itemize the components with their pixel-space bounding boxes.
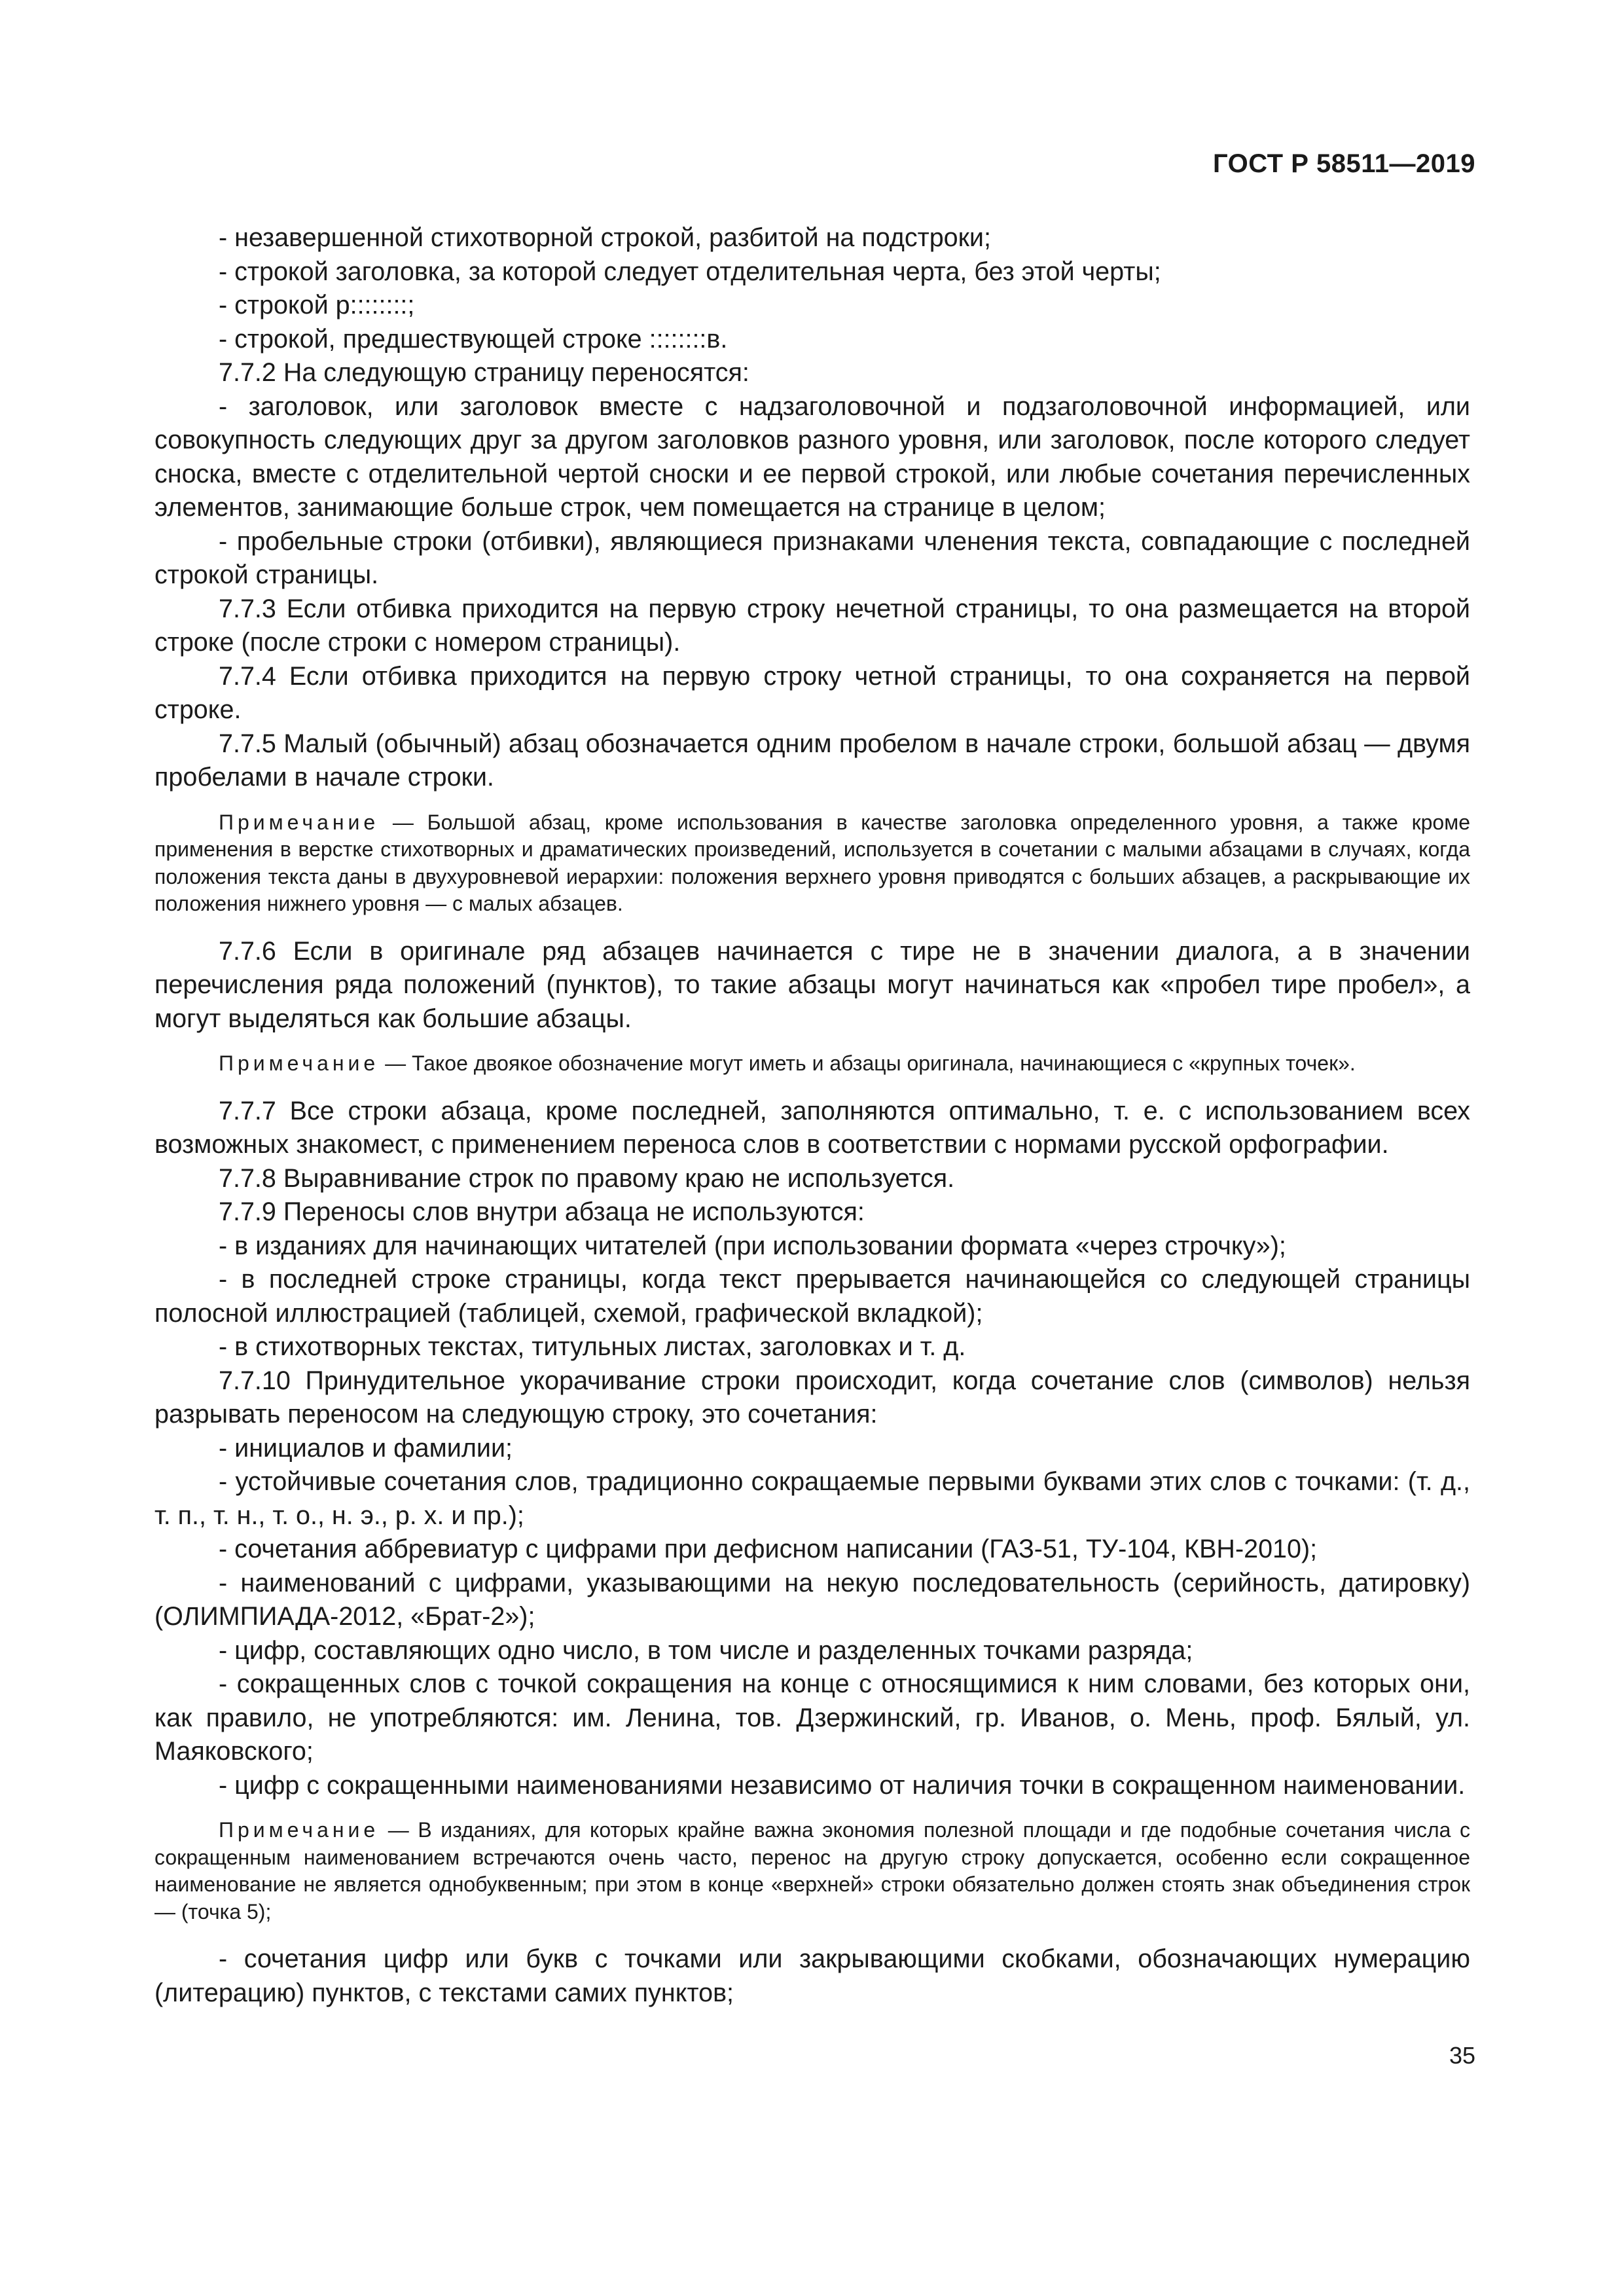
clause-7-7-3: 7.7.3 Если отбивка приходится на первую строку нечетной страницы, то она размещается на второй строке (после строки с номером страницы). <box>154 594 1470 657</box>
page-number: 35 <box>1449 2042 1475 2069</box>
clause-7-7-4: 7.7.4 Если отбивка приходится на первую строку четной страницы, то она сохраняется на первой строке. <box>154 661 1470 724</box>
list-item: - устойчивые сочетания слов, традиционно сокращаемые первыми буквами этих слов с точками: (т. д., т. п., т. н., т. о., н. э., р. х. и пр.); <box>154 1467 1470 1530</box>
list-item: - сочетания цифр или букв с точками или закрывающими скобками, обозначающих нумерацию (литерацию) пунктов, с текстами самих пунктов; <box>154 1944 1470 2007</box>
note-label: Примечание <box>219 1818 380 1842</box>
clause-7-7-10: 7.7.10 Принудительное укорачивание строки происходит, когда сочетание слов (символов) нельзя разрывать переносом на следующую строку, это сочетания: <box>154 1366 1470 1429</box>
list-item: - строкой р::::::::; <box>219 291 415 319</box>
list-item: - сокращенных слов с точкой сокращения на конце с относящимися к ним словами, без которых они, как правило, не употребляются: им. Ленина, тов. Дзержинский, гр. Иванов, о. Мень, проф. Бялый, ул. Маяковского; <box>154 1669 1470 1766</box>
list-item: - в стихотворных текстах, титульных листах, заголовках и т. д. <box>219 1332 966 1361</box>
list-item: - цифр с сокращенными наименованиями независимо от наличия точки в сокращенном наименовании. <box>219 1770 1466 1800</box>
list-item: - наименований с цифрами, указывающими на некую последовательность (серийность, датировку) (ОЛИМПИАДА-2012, «Брат-2»); <box>154 1568 1470 1631</box>
document-header: ГОСТ Р 58511—2019 <box>1213 149 1475 178</box>
note-text: — Большой абзац, кроме использования в качестве заголовка определенного уровня, а также кроме применения в верстке стихотворных и драматических произведений, используется в сочетании с малыми абзацами в случаях, когда положения текста даны в двухуровневой иерархии: положения верхнего уровня приводятся с больших абзацев, а раскрывающие их положения нижнего уровня — с малых абзацев. <box>154 810 1470 915</box>
note-label: Примечание <box>219 1051 380 1075</box>
document-body <box>154 221 1470 2010</box>
list-item: - строкой заголовка, за которой следует отделительная черта, без этой черты; <box>219 257 1161 286</box>
clause-7-7-5: 7.7.5 Малый (обычный) абзац обозначается одним пробелом в начале строки, большой абзац — двумя пробелами в начале строки. <box>154 729 1470 792</box>
clause-7-7-6: 7.7.6 Если в оригинале ряд абзацев начинается с тире не в значении диалога, а в значении перечисления ряда положений (пунктов), то такие абзацы могут начинаться как «пробел тире пробел», а могут выделяться как большие абзацы. <box>154 936 1470 1033</box>
clause-7-7-2: 7.7.2 На следующую страницу переносятся: <box>219 358 749 387</box>
note-2 <box>154 1050 1470 1078</box>
note-text: — Такое двоякое обозначение могут иметь и абзацы оригинала, начинающиеся с «крупных точек». <box>379 1051 1356 1075</box>
note-3 <box>154 1817 1470 1925</box>
list-item: - пробельные строки (отбивки), являющиеся признаками членения текста, совпадающие с последней строкой страницы. <box>154 526 1470 589</box>
list-item: - сочетания аббревиатур с цифрами при дефисном написании (ГАЗ-51, ТУ-104, КВН-2010); <box>219 1535 1318 1563</box>
list-item: - в последней строке страницы, когда текст прерывается начинающейся со следующей страницы полосной иллюстрацией (таблицей, схемой, графической вкладкой); <box>154 1265 1470 1328</box>
list-item: - в изданиях для начинающих читателей (при использовании формата «через строчку»); <box>219 1231 1286 1260</box>
note-label: Примечание <box>219 810 380 834</box>
clause-7-7-8: 7.7.8 Выравнивание строк по правому краю не используется. <box>219 1163 955 1193</box>
list-item: - строкой, предшествующей строке ::::::::в. <box>219 324 728 354</box>
note-text: — В изданиях, для которых крайне важна экономия полезной площади и где подобные сочетания числа с сокращенным наименованием встречаются очень часто, перенос на другую строку допускается, особенно если сокращенное наименование не является однобуквенным; при этом в конце «верхней» строки обязательно должен стоять знак объединения строк — (точка 5); <box>154 1818 1470 1923</box>
list-item: - заголовок, или заголовок вместе с надзаголовочной и подзаголовочной информацией, или совокупность следующих друг за другом заголовков разного уровня, или заголовок, после которого следует сноска, вместе с отделительной чертой сноски и ее первой строкой, или любые сочетания перечисленных элементов, занимающие больше строк, чем помещается на странице в целом; <box>154 392 1470 522</box>
clause-7-7-9: 7.7.9 Переносы слов внутри абзаца не используются: <box>219 1197 865 1226</box>
clause-7-7-7: 7.7.7 Все строки абзаца, кроме последней, заполняются оптимально, т. е. с использованием всех возможных знакомест, с применением переноса слов в соответствии с нормами русской орфографии. <box>154 1096 1470 1159</box>
list-item: - инициалов и фамилии; <box>219 1433 513 1463</box>
note-1 <box>154 809 1470 918</box>
list-item: - цифр, составляющих одно число, в том числе и разделенных точками разряда; <box>219 1635 1193 1665</box>
list-item: - незавершенной стихотворной строкой, разбитой на подстроки; <box>219 223 991 252</box>
